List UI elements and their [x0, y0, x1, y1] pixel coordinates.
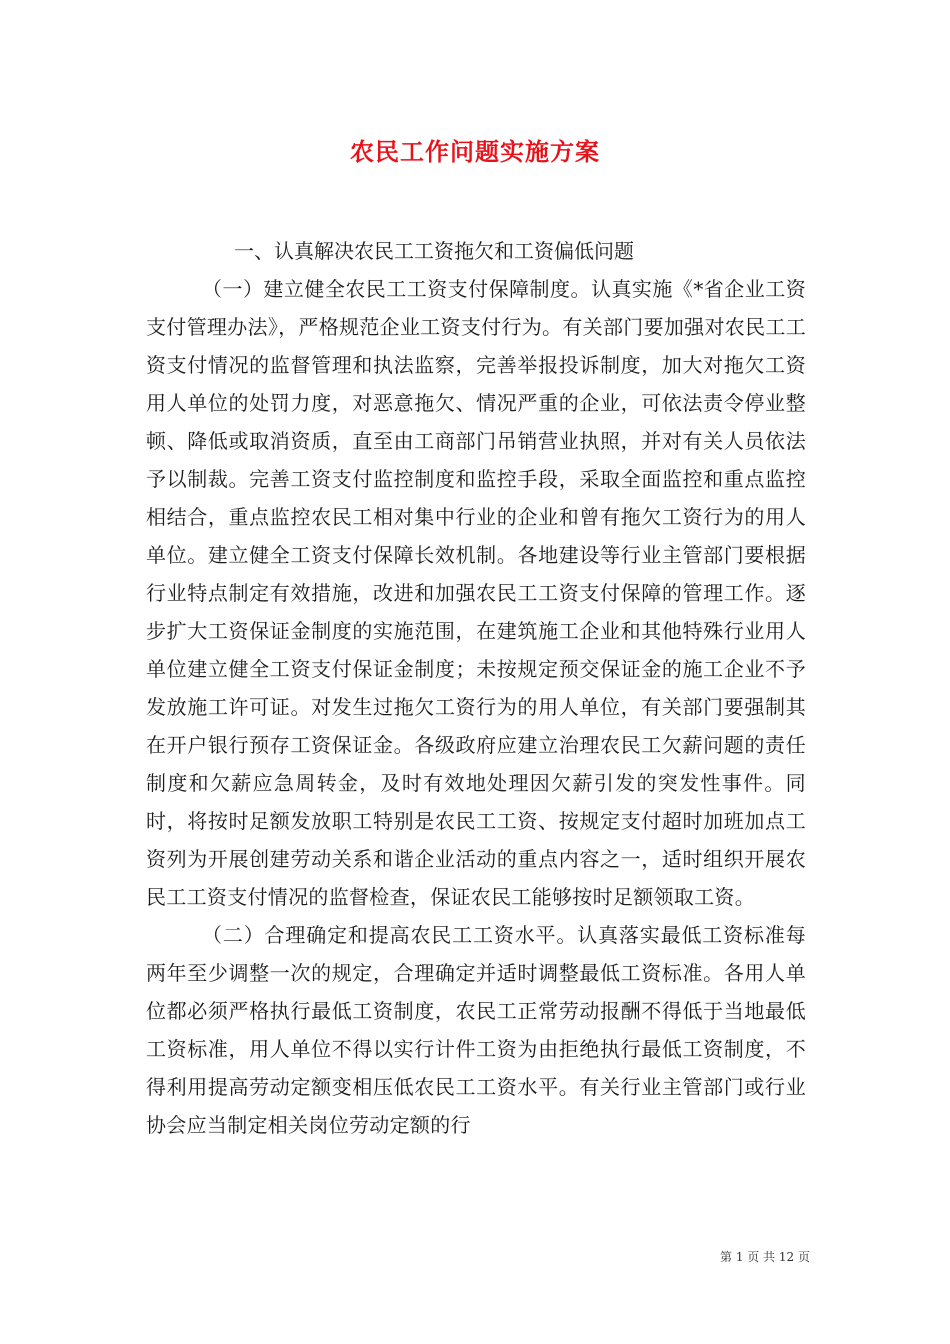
- paragraph-2: （二）合理确定和提高农民工工资水平。认真落实最低工资标准每两年至少调整一次的规定，合理确定并适时调整最低工资标准。各用人单位都必须严格执行最低工资制度，农民工正常劳动报酬不得低于当地最低工资标准，用人单位不得以实行计件工资为由拒绝执行最低工资制度，不得利用提高劳动定额变相压低农民工工资水平。有关行业主管部门或行业协会应当制定相关岗位劳动定额的行: [146, 923, 806, 1137]
- page-footer: 第 1 页 共 12 页: [720, 1250, 810, 1264]
- paragraph-1: （一）建立健全农民工工资支付保障制度。认真实施《*省企业工资支付管理办法》，严格规范企业工资支付行为。有关部门要加强对农民工工资支付情况的监督管理和执法监察，完善举报投诉制度，加大对拖欠工资用人单位的处罚力度，对恶意拖欠、情况严重的企业，可依法责令停业整顿、降低或取消资质，直至由工商部门吊销营业执照，并对有关人员依法予以制裁。完善工资支付监控制度和监控手段，采取全面监控和重点监控相结合，重点监控农民工相对集中行业的企业和曾有拖欠工资行为的用人单位。建立健全工资支付保障长效机制。各地建设等行业主管部门要根据行业特点制定有效措施，改进和加强农民工工资支付保障的管理工作。逐步扩大工资保证金制度的实施范围，在建筑施工企业和其他特殊行业用人单位建立健全工资支付保证金制度；未按规定预交保证金的施工企业不予发放施工许可证。对发生过拖欠工资行为的用人单位，有关部门要强制其在开户银行预存工资保证金。各级政府应建立治理农民工欠薪问题的责任制度和欠薪应急周转金，及时有效地处理因欠薪引发的突发性事件。同时，将按时足额发放职工特别是农民工工资、按规定支付超时加班加点工资列为开展创建劳动关系和谐企业活动的重点内容之一，适时组织开展农民工工资支付情况的监督检查，保证农民工能够按时足额领取工资。: [146, 277, 806, 909]
- document-title: 农民工作问题实施方案: [350, 137, 600, 166]
- section-heading: 一、认真解决农民工工资拖欠和工资偏低问题: [234, 239, 634, 263]
- document-body: [146, 232, 806, 1144]
